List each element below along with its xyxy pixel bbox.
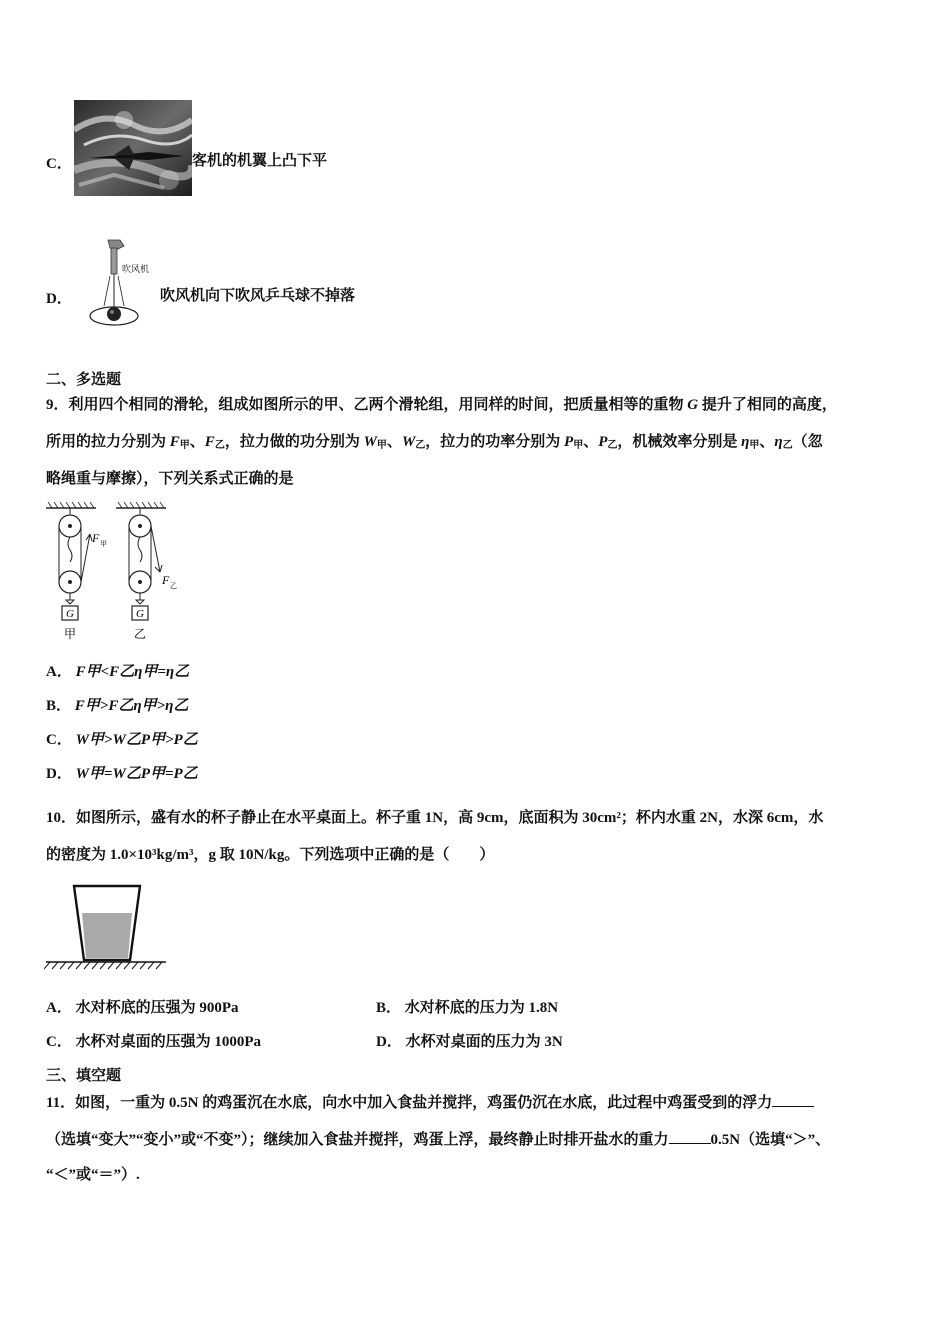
q10-option-b-label: B． <box>376 1000 402 1016</box>
q9-line-2d: ，机械效率分别是 <box>617 434 738 450</box>
fig-label-jia: 甲 <box>63 627 77 641</box>
section-3-title: 三、填空题 <box>46 1068 122 1084</box>
q9-line-1 <box>46 396 837 414</box>
q10-option-b-text: 水对杯底的压力为 1.8N <box>404 1000 559 1016</box>
q11-blank-2[interactable] <box>669 1129 711 1144</box>
q10-option-a-label: A． <box>46 1000 72 1016</box>
q11-line-1 <box>46 1092 814 1112</box>
q9-option-d-text: W甲=W乙P甲=P乙 <box>75 766 198 782</box>
q9-option-a-label: A． <box>46 664 72 680</box>
q10-option-b[interactable] <box>376 999 558 1017</box>
q9-option-c[interactable] <box>46 731 198 749</box>
hair-dryer-caption: 吹风机 <box>122 265 150 275</box>
hair-dryer-figure <box>86 236 156 330</box>
q9-option-a[interactable] <box>46 663 189 681</box>
q11-line-2b-text: 0.5N（选填“＞”、 <box>710 1132 831 1148</box>
q9-line-1b-text: 提升了相同的高度， <box>701 397 837 413</box>
option-d-row <box>46 234 446 334</box>
pulley-figure <box>44 500 194 650</box>
water-cup-diagram <box>44 880 174 972</box>
q9-option-d-label: D． <box>46 766 72 782</box>
q10-option-c-text: 水杯对桌面的压强为 1000Pa <box>75 1034 262 1050</box>
q10-option-c[interactable] <box>46 1033 261 1051</box>
option-c-text: 客机的机翼上凸下平 <box>192 153 328 169</box>
q9-line-2b: ，拉力做的功分别为 <box>224 434 360 450</box>
q9-option-d[interactable] <box>46 765 198 783</box>
q10-option-d-label: D． <box>376 1034 402 1050</box>
q11-line-1-text: 11．如图，一重为 0.5N 的鸡蛋沉在水底，向水中加入食盐并搅拌，鸡蛋仍沉在水底，此过程中鸡蛋受到的浮力 <box>46 1095 773 1111</box>
q9-option-c-label: C． <box>46 732 72 748</box>
hair-dryer-icon <box>86 236 156 330</box>
q9-line-3: 略绳重与摩擦），下列关系式正确的是 <box>46 471 294 487</box>
fig-f-jia-sub: 甲 <box>100 540 107 548</box>
q9-line-2a: 所用的拉力分别为 <box>46 434 167 450</box>
fig-f-yi: F <box>162 573 170 587</box>
q11-line-3: “＜”或“＝”）. <box>46 1167 140 1183</box>
q9-option-b-text: F甲>F乙η甲>η乙 <box>74 698 189 714</box>
q9-option-b[interactable] <box>46 697 188 715</box>
fig-label-yi: 乙 <box>133 627 147 641</box>
section-2-title: 二、多选题 <box>46 372 122 388</box>
airplane-image-icon <box>74 100 192 196</box>
q10-option-a[interactable] <box>46 999 239 1017</box>
q9-option-b-label: B． <box>46 698 72 714</box>
option-c-row <box>46 98 446 198</box>
q11-line-2a-text: （选填“变大”“变小”或“不变”）；继续加入食盐并搅拌，鸡蛋上浮，最终静止时排开盐水的重力 <box>46 1132 669 1148</box>
q9-line-2c: ，拉力的功率分别为 <box>425 434 561 450</box>
q9-option-c-text: W甲>W乙P甲>P乙 <box>75 732 198 748</box>
option-d-text: 吹风机向下吹风乒乓球不掉落 <box>160 288 356 304</box>
q9-g-symbol: G <box>687 397 699 413</box>
q10-line-1: 10．如图所示，盛有水的杯子静止在水平桌面上。杯子重 1N，高 9cm，底面积为 30cm²；杯内水重 2N，水深 6cm，水 <box>46 810 824 826</box>
q10-option-d-text: 水杯对桌面的压力为 3N <box>405 1034 563 1050</box>
pulley-system-diagram <box>44 500 194 650</box>
cup-figure <box>44 880 174 972</box>
fig-g-yi: G <box>136 608 144 620</box>
option-c-label: C． <box>46 156 72 172</box>
q10-option-c-label: C． <box>46 1034 72 1050</box>
q10-option-d[interactable] <box>376 1033 563 1051</box>
q10-line-2: 的密度为 1.0×10³kg/m³，g 取 10N/kg。下列选项中正确的是（ ） <box>46 847 495 863</box>
q11-blank-1[interactable] <box>772 1092 814 1107</box>
q9-option-a-text: F甲<F乙η甲=η乙 <box>75 664 190 680</box>
fig-f-jia: F <box>92 531 100 545</box>
q11-line-2 <box>46 1129 830 1149</box>
q9-line-1-text: 9．利用四个相同的滑轮，组成如图所示的甲、乙两个滑轮组，用同样的时间，把质量相等的重物 <box>46 397 684 413</box>
fig-f-yi-sub: 乙 <box>170 582 177 590</box>
q9-line-2e: （忽 <box>792 434 823 450</box>
option-d-label: D． <box>46 291 72 307</box>
fig-g-jia: G <box>66 608 74 620</box>
q9-line-2: 所用的拉力分别为 $F_甲$、$F_乙$，拉力做的功分别为 $W_甲$、$W_乙$，拉力的功率分别为 $P_甲$、$P_乙$，机械效率分别是 $\eta_甲$、$\eta_乙$（忽 <box>46 434 823 451</box>
airplane-photo <box>74 100 192 196</box>
q10-option-a-text: 水对杯底的压强为 900Pa <box>75 1000 239 1016</box>
